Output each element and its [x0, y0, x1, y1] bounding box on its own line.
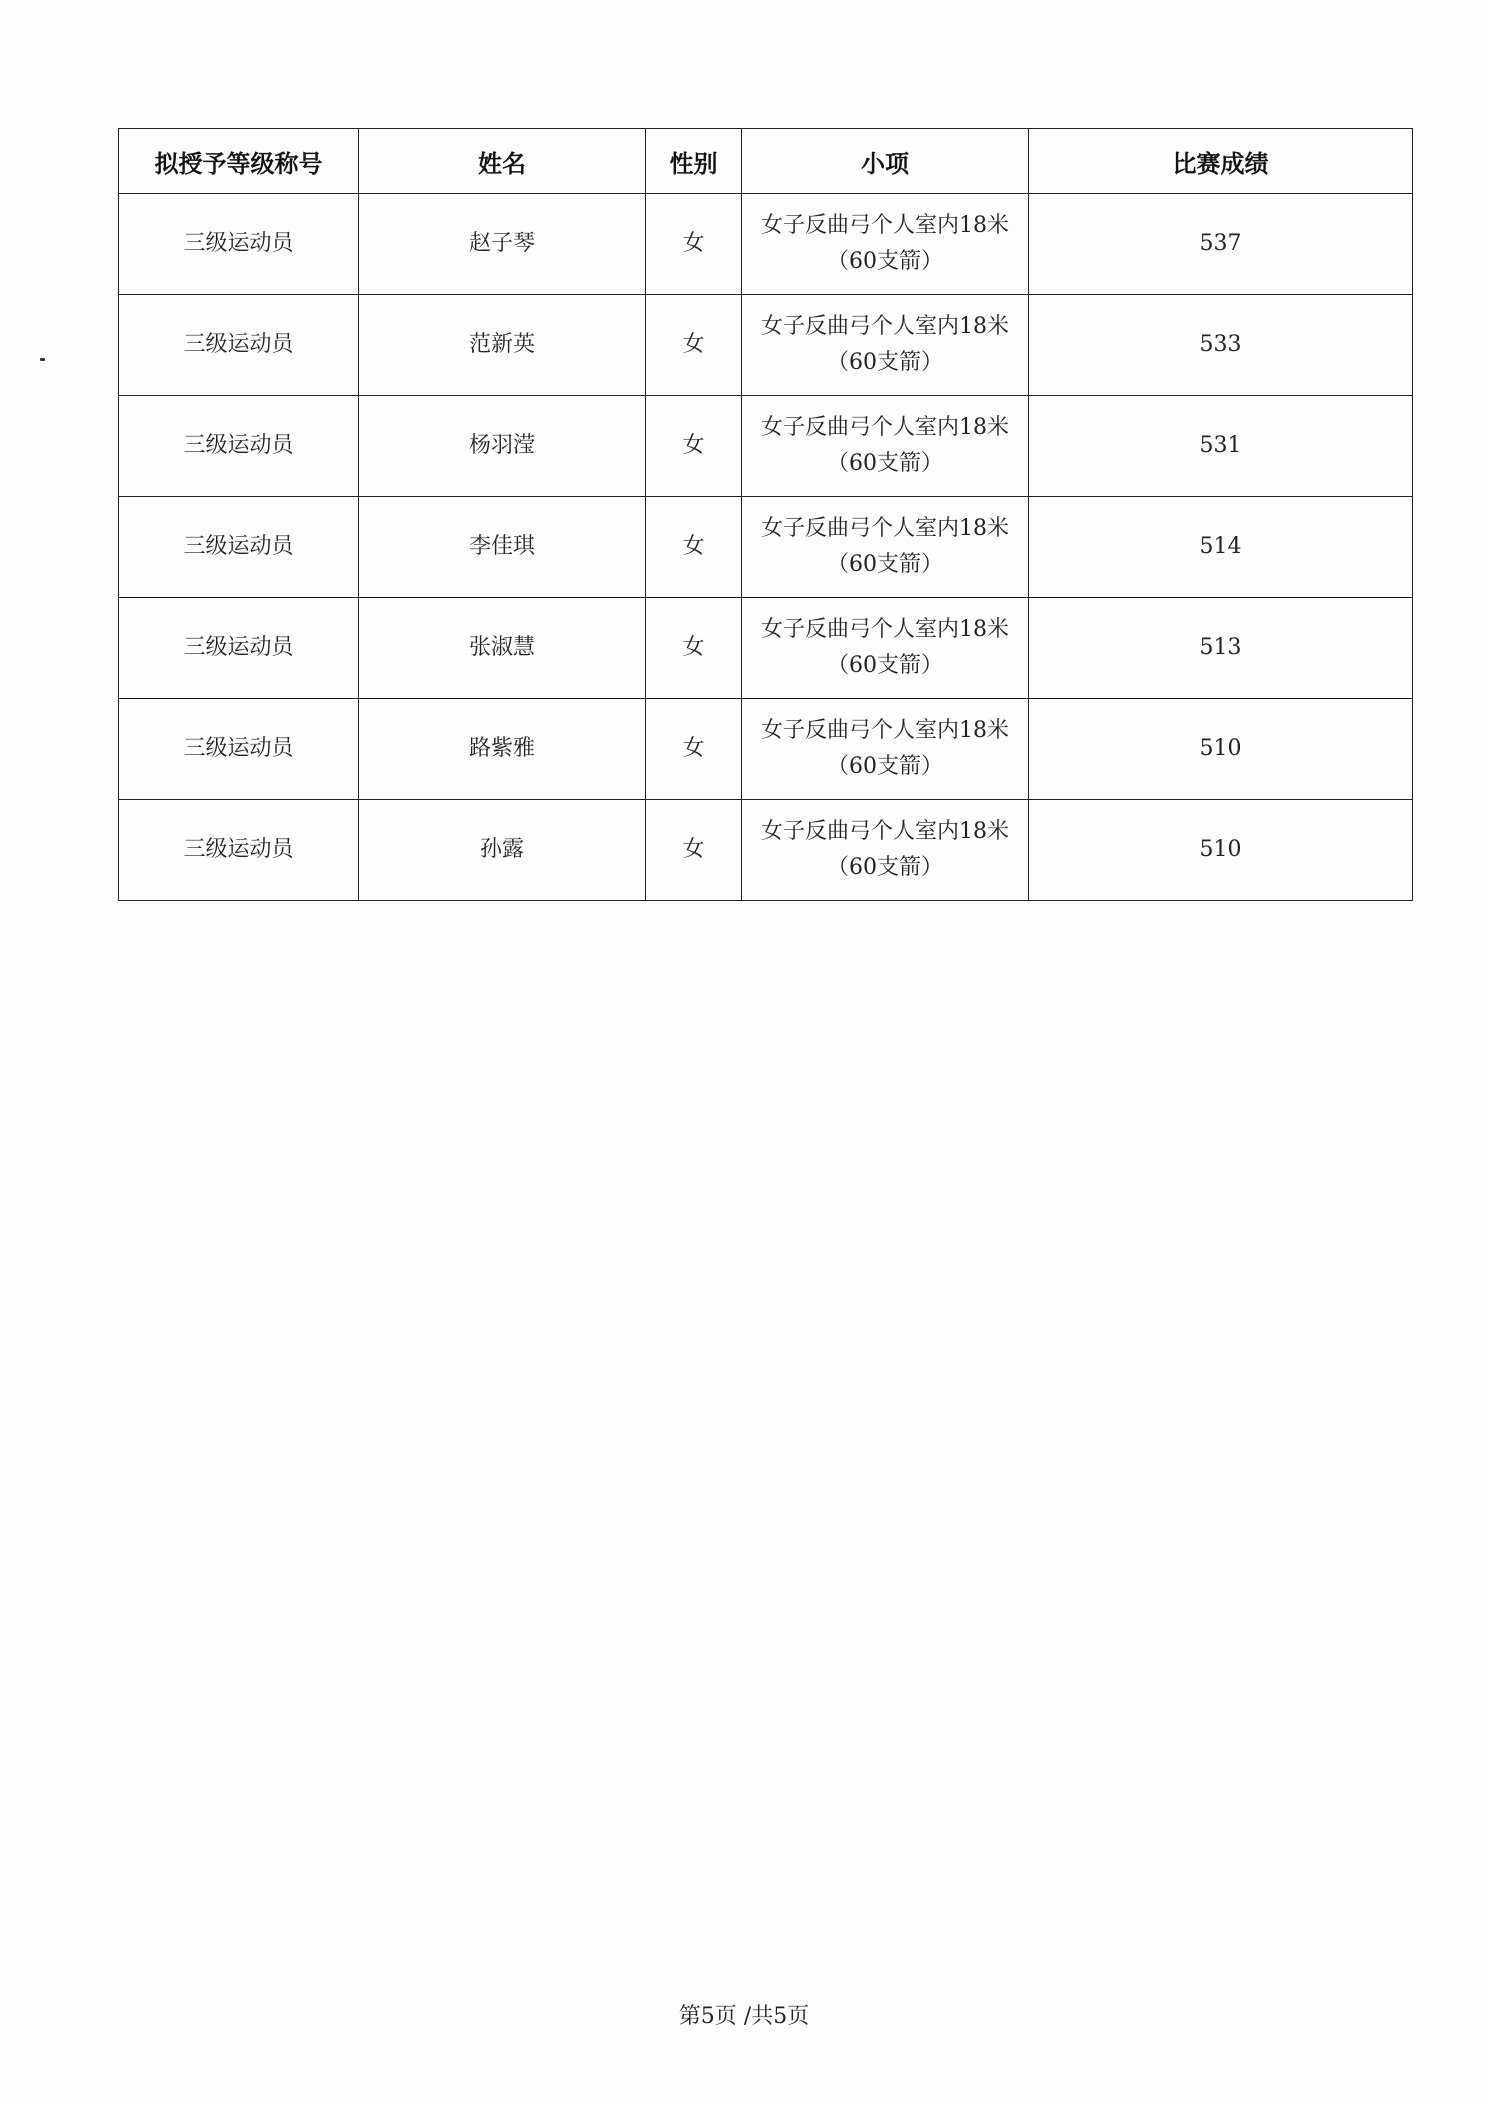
event-line-1: 女子反曲弓个人室内18米 [761, 213, 1009, 238]
cell-rank: 三级运动员 [119, 295, 359, 396]
cell-score: 537 [1029, 194, 1413, 295]
cell-score: 531 [1029, 396, 1413, 497]
table-row [119, 598, 1413, 699]
page-number-footer: 第5页 /共5页 [678, 2004, 810, 2029]
event-line-2: （60支箭） [827, 249, 943, 274]
cell-event [742, 699, 1029, 800]
cell-score: 510 [1029, 699, 1413, 800]
event-line-1: 女子反曲弓个人室内18米 [761, 718, 1009, 743]
table-row [119, 800, 1413, 901]
cell-name: 张淑慧 [359, 598, 646, 699]
cell-rank: 三级运动员 [119, 497, 359, 598]
cell-rank: 三级运动员 [119, 396, 359, 497]
cell-event [742, 497, 1029, 598]
event-line-2: （60支箭） [827, 855, 943, 880]
cell-gender: 女 [646, 295, 742, 396]
cell-gender: 女 [646, 497, 742, 598]
cell-event [742, 295, 1029, 396]
athlete-roster-table [118, 128, 1413, 901]
cell-rank: 三级运动员 [119, 699, 359, 800]
table-row [119, 699, 1413, 800]
cell-name: 范新英 [359, 295, 646, 396]
event-line-2: （60支箭） [827, 451, 943, 476]
header-event: 小项 [742, 129, 1029, 194]
event-line-1: 女子反曲弓个人室内18米 [761, 819, 1009, 844]
cell-score: 533 [1029, 295, 1413, 396]
table-row [119, 295, 1413, 396]
event-line-2: （60支箭） [827, 653, 943, 678]
header-name: 姓名 [359, 129, 646, 194]
cell-name: 杨羽滢 [359, 396, 646, 497]
cell-event [742, 396, 1029, 497]
table-row [119, 497, 1413, 598]
cell-rank: 三级运动员 [119, 800, 359, 901]
table-row [119, 194, 1413, 295]
cell-name: 赵子琴 [359, 194, 646, 295]
header-gender: 性别 [646, 129, 742, 194]
cell-event [742, 800, 1029, 901]
table-row [119, 396, 1413, 497]
scan-speck [40, 358, 45, 361]
event-line-1: 女子反曲弓个人室内18米 [761, 314, 1009, 339]
table-header-row [119, 129, 1413, 194]
cell-name: 孙露 [359, 800, 646, 901]
cell-name: 路紫雅 [359, 699, 646, 800]
header-rank: 拟授予等级称号 [119, 129, 359, 194]
event-line-2: （60支箭） [827, 754, 943, 779]
cell-gender: 女 [646, 396, 742, 497]
cell-gender: 女 [646, 194, 742, 295]
cell-name: 李佳琪 [359, 497, 646, 598]
cell-score: 513 [1029, 598, 1413, 699]
header-score: 比赛成绩 [1029, 129, 1413, 194]
event-line-1: 女子反曲弓个人室内18米 [761, 516, 1009, 541]
cell-rank: 三级运动员 [119, 194, 359, 295]
event-line-1: 女子反曲弓个人室内18米 [761, 617, 1009, 642]
cell-gender: 女 [646, 699, 742, 800]
cell-score: 510 [1029, 800, 1413, 901]
cell-gender: 女 [646, 800, 742, 901]
event-line-1: 女子反曲弓个人室内18米 [761, 415, 1009, 440]
event-line-2: （60支箭） [827, 350, 943, 375]
event-line-2: （60支箭） [827, 552, 943, 577]
cell-gender: 女 [646, 598, 742, 699]
cell-rank: 三级运动员 [119, 598, 359, 699]
cell-event [742, 194, 1029, 295]
cell-score: 514 [1029, 497, 1413, 598]
cell-event [742, 598, 1029, 699]
